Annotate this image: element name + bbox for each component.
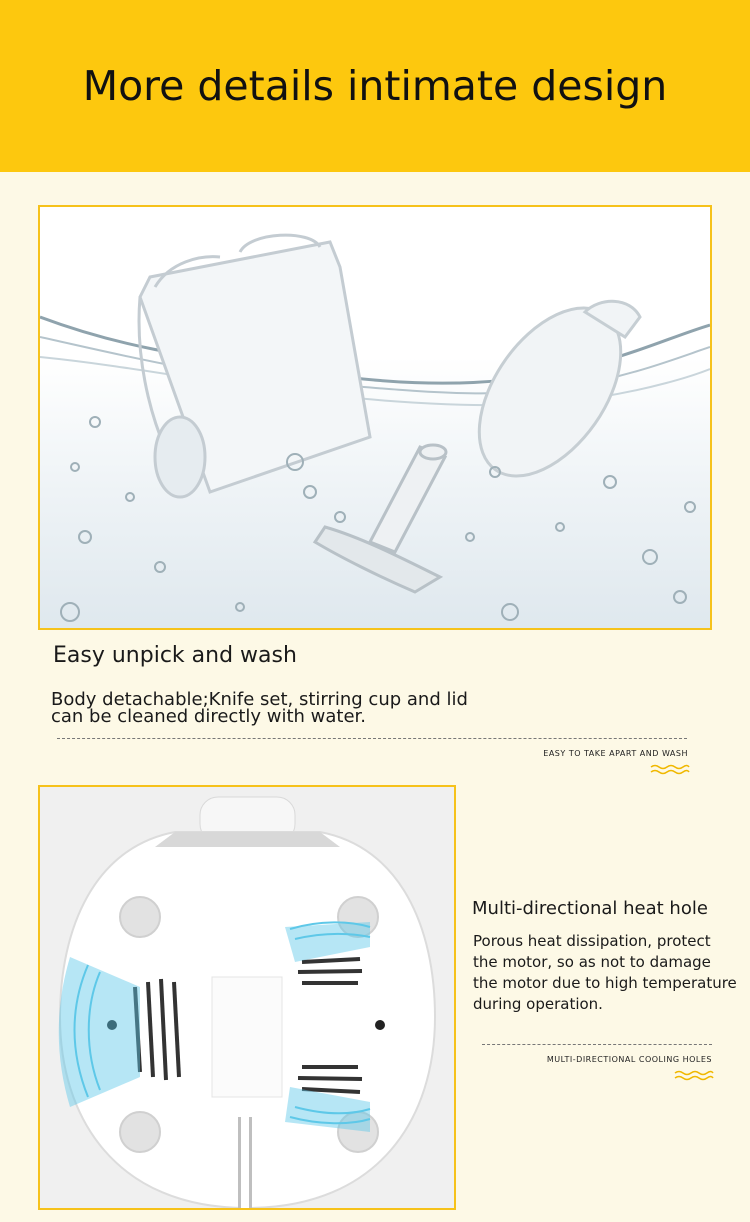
page-title: More details intimate design [82, 62, 668, 110]
section1-body-line2: can be cleaned directly with water. [51, 706, 367, 727]
section2-heading: Multi-directional heat hole [472, 898, 708, 919]
section1-wave-icon [650, 764, 690, 776]
section2-body-line3: the motor due to high temperature [473, 974, 737, 992]
section1-body-line1: Body detachable;Knife set, stirring cup and lid [51, 689, 468, 710]
section2-body-line1: Porous heat dissipation, protect [473, 932, 711, 950]
section1-divider [57, 738, 687, 739]
header-banner [0, 0, 750, 172]
section2-body-line4: during operation. [473, 995, 603, 1013]
section2-body-line2: the motor, so as not to damage [473, 953, 711, 971]
section2-wave-icon [674, 1070, 714, 1082]
section1-heading: Easy unpick and wash [53, 643, 297, 668]
base-heat-holes-image [38, 785, 456, 1210]
section2-divider [482, 1044, 712, 1045]
section1-tag: EASY TO TAKE APART AND WASH [543, 749, 688, 758]
section2-tag: MULTI-DIRECTIONAL COOLING HOLES [546, 1055, 712, 1064]
wash-parts-image [38, 205, 712, 630]
